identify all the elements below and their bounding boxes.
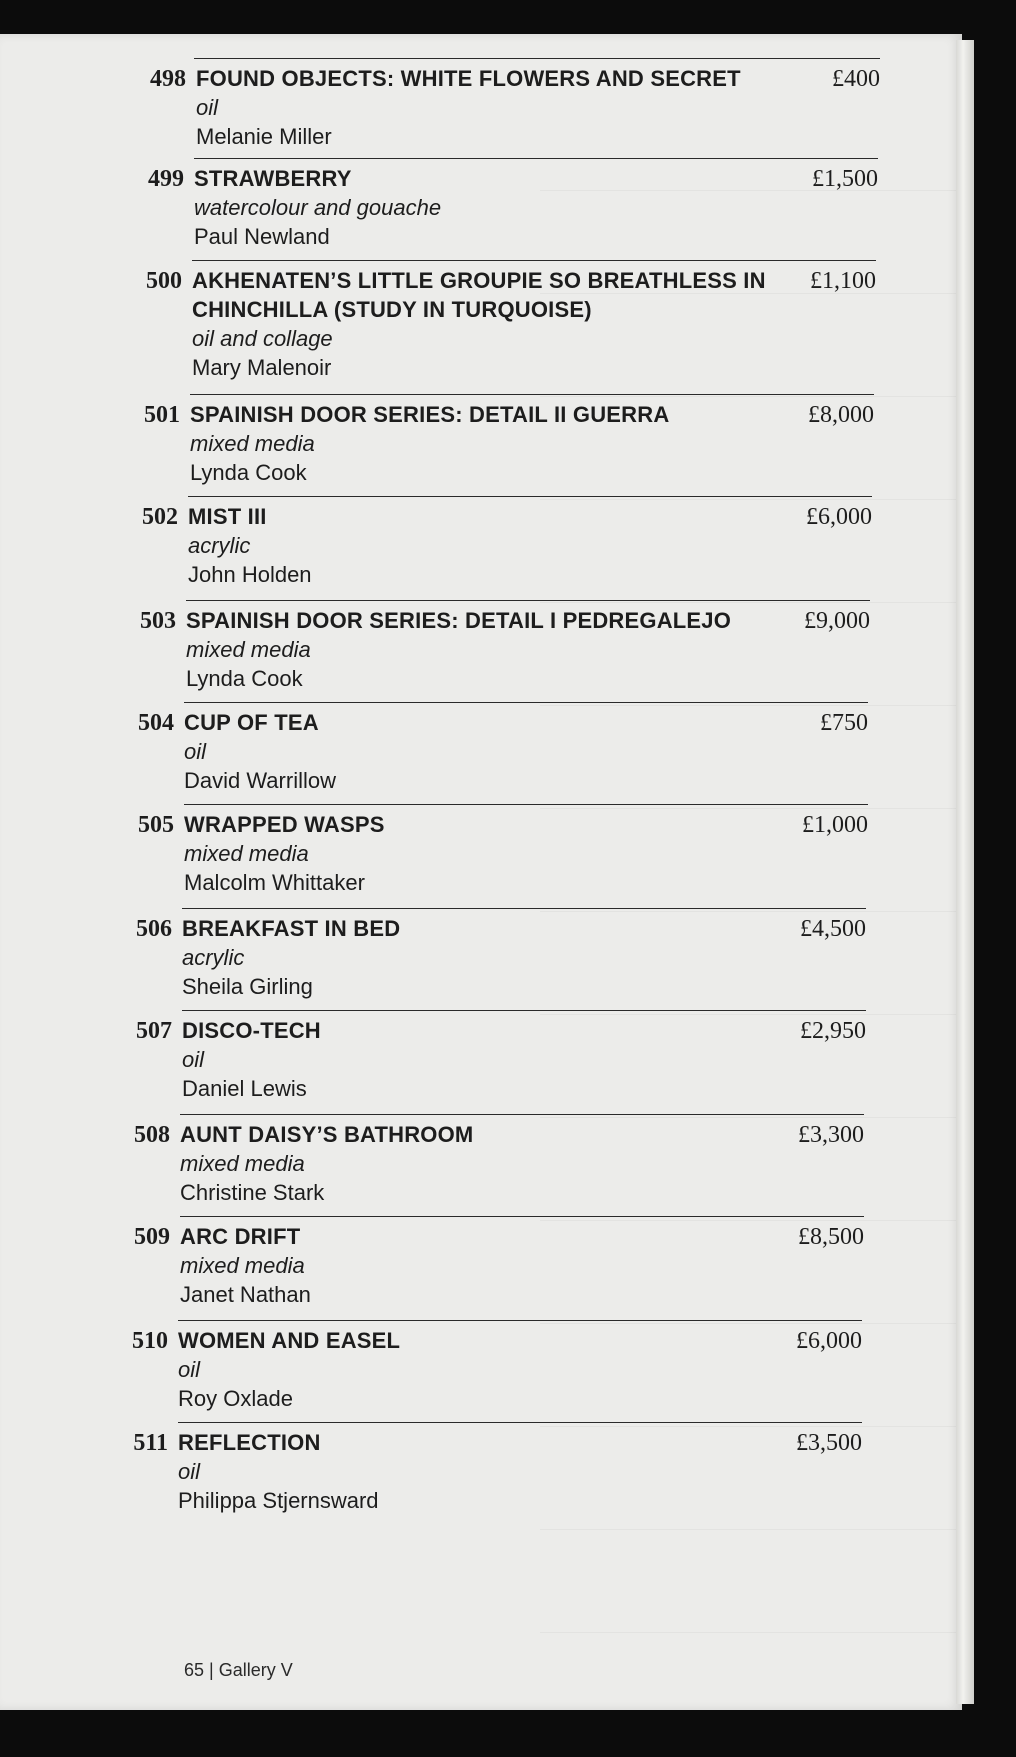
artwork-price: £9,000	[804, 608, 870, 634]
catalogue-entry	[118, 702, 868, 802]
artwork-title: ARC DRIFT	[180, 1224, 301, 1249]
divider	[180, 1114, 864, 1115]
artwork-medium: mixed media	[184, 841, 309, 866]
catalogue-entry	[126, 260, 876, 390]
artwork-title: SPAINISH DOOR SERIES: DETAIL II GUERRA	[190, 402, 670, 427]
catalogue-entry	[112, 1320, 862, 1420]
catalogue-entry	[114, 1216, 864, 1316]
artwork-price: £4,500	[800, 916, 866, 942]
artwork-price: £1,500	[812, 166, 878, 192]
divider	[182, 908, 866, 909]
artist-name: Malcolm Whittaker	[184, 870, 365, 895]
artwork-medium: acrylic	[188, 533, 251, 558]
lot-number: 499	[148, 166, 184, 192]
artwork-title: AUNT DAISY’S BATHROOM	[180, 1122, 474, 1147]
artwork-medium: oil	[178, 1357, 201, 1382]
lot-number: 510	[132, 1328, 168, 1354]
catalogue-entry	[128, 158, 878, 258]
lot-number: 511	[133, 1430, 168, 1456]
page-edge	[956, 40, 974, 1704]
artwork-price: £400	[832, 66, 880, 92]
artwork-price: £3,300	[798, 1122, 864, 1148]
artwork-medium: acrylic	[182, 945, 245, 970]
artwork-title: WRAPPED WASPS	[184, 812, 385, 837]
lot-number: 504	[138, 710, 174, 736]
divider	[180, 1216, 864, 1217]
artwork-price: £3,500	[796, 1430, 862, 1456]
divider	[186, 600, 870, 601]
artwork-medium: oil	[182, 1047, 205, 1072]
artist-name: Lynda Cook	[186, 666, 303, 691]
artwork-title-line-2: CHINCHILLA (STUDY IN TURQUOISE)	[192, 297, 592, 322]
catalogue-entry	[122, 496, 872, 596]
lot-number: 505	[138, 812, 174, 838]
lot-number: 501	[144, 402, 180, 428]
lot-number: 500	[146, 268, 182, 294]
artwork-title: STRAWBERRY	[194, 166, 352, 191]
artist-name: Philippa Stjernsward	[178, 1488, 379, 1513]
artwork-price: £8,500	[798, 1224, 864, 1250]
artwork-title: WOMEN AND EASEL	[178, 1328, 401, 1353]
artwork-medium: mixed media	[186, 637, 311, 662]
artist-name: Mary Malenoir	[192, 355, 332, 380]
lot-number: 498	[150, 66, 186, 92]
artwork-medium: mixed media	[190, 431, 315, 456]
catalogue-entry	[120, 600, 870, 700]
artist-name: Melanie Miller	[196, 124, 332, 149]
artwork-title: AKHENATEN’S LITTLE GROUPIE SO BREATHLESS IN	[192, 268, 766, 293]
artwork-price: £1,000	[802, 812, 868, 838]
catalogue-entry	[124, 394, 874, 494]
artwork-medium: mixed media	[180, 1253, 305, 1278]
artist-name: Janet Nathan	[180, 1282, 311, 1307]
artwork-medium: watercolour and gouache	[194, 195, 442, 220]
artwork-price: £8,000	[808, 402, 874, 428]
divider	[194, 58, 880, 59]
lot-number: 503	[140, 608, 176, 634]
lot-number: 509	[134, 1224, 170, 1250]
lot-number: 502	[142, 504, 178, 530]
artwork-medium: oil	[196, 95, 219, 120]
artwork-price: £6,000	[796, 1328, 862, 1354]
artist-name: Paul Newland	[194, 224, 330, 249]
divider	[188, 496, 872, 497]
divider	[192, 260, 876, 261]
catalogue-entry	[130, 58, 880, 158]
artwork-title: BREAKFAST IN BED	[182, 916, 401, 941]
divider	[190, 394, 874, 395]
catalogue-entry	[114, 1114, 864, 1214]
divider	[184, 804, 868, 805]
artwork-title: FOUND OBJECTS: WHITE FLOWERS AND SECRET	[196, 66, 741, 91]
artist-name: Roy Oxlade	[178, 1386, 293, 1411]
lot-number: 508	[134, 1122, 170, 1148]
divider	[184, 702, 868, 703]
catalogue-entry	[112, 1422, 862, 1522]
artwork-medium: oil	[184, 739, 207, 764]
catalogue-page	[0, 34, 962, 1710]
catalogue-entry	[116, 908, 866, 1008]
artwork-title: REFLECTION	[178, 1430, 321, 1455]
artist-name: John Holden	[188, 562, 312, 587]
artist-name: Christine Stark	[180, 1180, 325, 1205]
divider	[182, 1010, 866, 1011]
artwork-title: DISCO-TECH	[182, 1018, 321, 1043]
artwork-medium: oil and collage	[192, 326, 333, 351]
divider	[194, 158, 878, 159]
artwork-price: £6,000	[806, 504, 872, 530]
artwork-price: £1,100	[810, 268, 876, 294]
artist-name: Daniel Lewis	[182, 1076, 307, 1101]
lot-number: 506	[136, 916, 172, 942]
artwork-title: MIST III	[188, 504, 267, 529]
artwork-price: £750	[820, 710, 868, 736]
artwork-medium: mixed media	[180, 1151, 305, 1176]
artwork-price: £2,950	[800, 1018, 866, 1044]
divider	[178, 1320, 862, 1321]
lot-number: 507	[136, 1018, 172, 1044]
artwork-medium: oil	[178, 1459, 201, 1484]
artist-name: Lynda Cook	[190, 460, 307, 485]
page-footer: 65 | Gallery V	[184, 1660, 293, 1680]
divider	[178, 1422, 862, 1423]
artist-name: Sheila Girling	[182, 974, 313, 999]
artist-name: David Warrillow	[184, 768, 336, 793]
catalogue-entry	[118, 804, 868, 904]
artwork-title: CUP OF TEA	[184, 710, 319, 735]
artwork-title: SPAINISH DOOR SERIES: DETAIL I PEDREGALEJO	[186, 608, 732, 633]
catalogue-entry	[116, 1010, 866, 1110]
